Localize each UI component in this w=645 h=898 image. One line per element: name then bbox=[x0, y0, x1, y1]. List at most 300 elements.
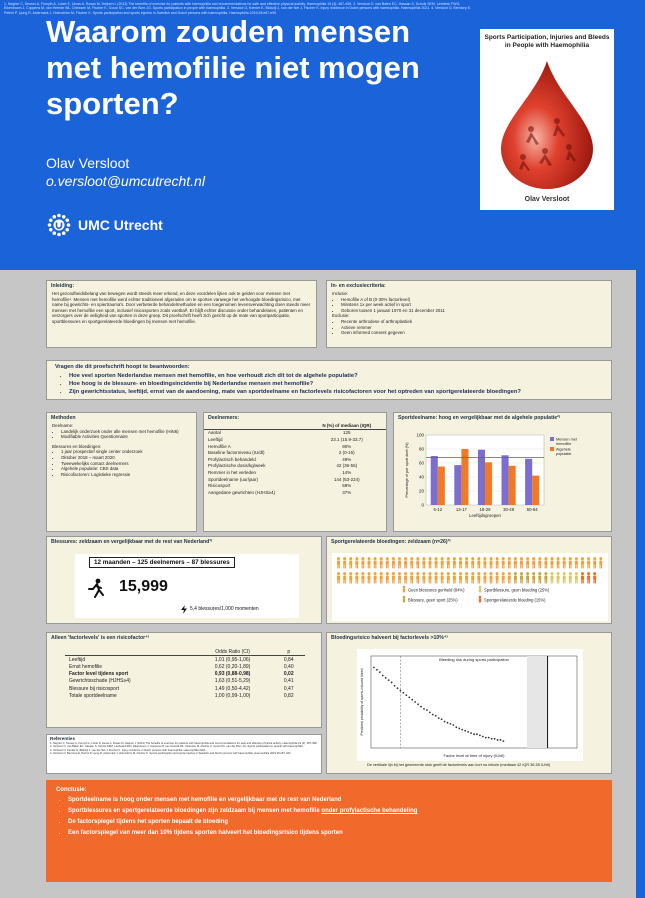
reference-item: 3. Versloot O, Kemler E, Blokzijl J, van der Net J, Fischer K. Injury incidence in Dutch persons with haemophilia. Haemophilia 2021. bbox=[50, 748, 207, 752]
row-label: Risicosport bbox=[208, 483, 231, 489]
blessures-infographic bbox=[75, 554, 299, 618]
data-point bbox=[497, 739, 499, 741]
data-point bbox=[470, 732, 472, 734]
data-point bbox=[441, 718, 443, 720]
sportdeelname-panel bbox=[393, 412, 612, 532]
legend-label: Algehele populatie bbox=[556, 447, 572, 456]
data-point bbox=[388, 679, 390, 681]
bar bbox=[478, 450, 485, 505]
data-point bbox=[473, 733, 475, 735]
person-icon bbox=[477, 557, 480, 568]
cell-label: Totale sportdeelname bbox=[69, 692, 117, 699]
person-icon bbox=[422, 557, 425, 568]
person-icon bbox=[386, 557, 389, 568]
person-icon bbox=[429, 557, 432, 568]
table-row bbox=[65, 685, 305, 692]
y-tick-label: 60 bbox=[418, 460, 424, 466]
person-icon bbox=[477, 572, 480, 583]
methoden-panel bbox=[46, 412, 197, 532]
person-icon bbox=[490, 557, 493, 568]
cell-or: 0,93 (0,88-0,98) bbox=[214, 671, 251, 678]
person-icon bbox=[483, 557, 486, 568]
person-icon bbox=[392, 572, 395, 583]
umc-sun-icon bbox=[46, 212, 72, 238]
person-icon bbox=[392, 557, 395, 568]
questions-heading: Vragen die dit proefschrift hoopt te beantwoorden: bbox=[55, 364, 190, 370]
chart-title: Bleeding risk during sports participation bbox=[439, 657, 509, 662]
table-row bbox=[65, 692, 305, 699]
cell-p: 0,84 bbox=[283, 656, 294, 663]
table-row bbox=[204, 489, 386, 496]
person-icon bbox=[355, 557, 358, 568]
person-icon bbox=[361, 572, 364, 583]
y-tick-label: 40 bbox=[418, 474, 424, 480]
lightning-icon bbox=[181, 605, 187, 614]
bar bbox=[502, 455, 509, 505]
person-icon bbox=[587, 572, 590, 583]
person-icon bbox=[514, 557, 517, 568]
inleiding-text: Het gezondheidsbelang van bewegen wordt steeds meer erkend, en deze voordelen lijken ook te gelden voor mensen met hemofilie¹. Mensen met hemofilie werd echter traditioneel afgeraden om te sporten vanwege het verhoogde bloedingsrisico, met name bij gewrichts- en spiertrauma's. Door verbeterde behandelmethoden en een toegenomen levensverwachting doen steeds meer mensen met hemofilie een sport, inclusief risicosporten zoals voetbal². Er blijft echter discussie onder behandelaren, patiënten en verzorgers over de veiligheid van sporten in deze groep. Dit proefschrift heeft zich gericht op de mate van sportparticipatie, sportblessures en sportgerelateerde bloedingen bij mensen met hemofilie. bbox=[52, 291, 311, 324]
conclusie-item: • Een factorspiegel van meer dan 10% tijdens sporten halveert het bloedingsrisico tijdens sporten bbox=[68, 828, 612, 839]
data-point bbox=[479, 734, 481, 736]
logo-text: UMC Utrecht bbox=[78, 217, 163, 233]
people-pictogram bbox=[332, 553, 608, 621]
cell-or: 0,62 (0,20-1,89) bbox=[214, 663, 251, 670]
row-value: 23.1 (15.9-33.7) bbox=[330, 436, 363, 442]
row-label: Leeftijd bbox=[208, 436, 223, 442]
table-header: p bbox=[273, 648, 306, 656]
person-icon bbox=[502, 572, 505, 583]
cell-or: 1,49 (0,50-4,42) bbox=[214, 685, 251, 692]
person-icon bbox=[575, 572, 578, 583]
list-item: • Oktober 2018 – maart 2020 bbox=[61, 455, 191, 461]
table-row bbox=[204, 436, 386, 443]
data-point bbox=[402, 692, 404, 694]
legend-person-icon bbox=[479, 596, 482, 603]
person-icon bbox=[441, 557, 444, 568]
data-point bbox=[453, 724, 455, 726]
references-heading: Referenties bbox=[50, 736, 76, 741]
person-icon bbox=[557, 557, 560, 568]
person-icon bbox=[520, 572, 523, 583]
person-icon bbox=[374, 557, 377, 568]
person-icon bbox=[599, 557, 602, 568]
big-number: 15,999 bbox=[119, 578, 168, 595]
person-icon bbox=[563, 557, 566, 568]
data-point bbox=[423, 708, 425, 710]
person-icon bbox=[532, 572, 535, 583]
person-icon bbox=[593, 572, 596, 583]
data-point bbox=[394, 685, 396, 687]
cell-p: 0,47 bbox=[283, 685, 294, 692]
x-tick-label: 50-64 bbox=[526, 507, 538, 512]
x-tick-label: 30-49 bbox=[503, 507, 515, 512]
table-row bbox=[65, 656, 305, 664]
list-item: • 1 jaar prospectief single center onderzoek bbox=[61, 449, 191, 455]
blessures-label: Blessures en bloedingen: bbox=[52, 443, 102, 449]
data-point bbox=[379, 671, 381, 673]
author-email[interactable]: o.versloot@umcutrecht.nl bbox=[46, 173, 205, 189]
person-icon bbox=[349, 557, 352, 568]
person-icon bbox=[563, 572, 566, 583]
blessures-panel bbox=[46, 536, 322, 624]
person-icon bbox=[587, 557, 590, 568]
row-value: 125 bbox=[343, 430, 351, 436]
conclusie-list bbox=[46, 795, 612, 839]
legend-swatch bbox=[550, 447, 554, 451]
cell-or: 1,63 (0,51-5,29) bbox=[214, 678, 251, 685]
table-row bbox=[204, 476, 386, 483]
data-point bbox=[500, 739, 502, 741]
person-icon bbox=[508, 572, 511, 583]
data-point bbox=[408, 697, 410, 699]
deelnemers-panel bbox=[203, 412, 387, 532]
cell-or: 1,01 (0,95-1,06) bbox=[214, 656, 251, 663]
deelnemers-heading: Deelnemers: bbox=[208, 415, 240, 421]
person-icon bbox=[343, 557, 346, 568]
y-axis-label: Predicted probability of sports-induced bleed bbox=[360, 668, 364, 736]
thesis-cover bbox=[480, 29, 614, 210]
conclusie-heading: Conclusie: bbox=[56, 787, 87, 793]
list-item: • Minstens 1x per week actief in sport bbox=[341, 302, 606, 308]
inleiding-panel bbox=[46, 280, 317, 348]
question-item: • Zijn gewrichtsstatus, leeftijd, ernst van de aandoening, mate van sportdeelname en factorlevels risicofactoren voor het optreden van sportgerelateerde bloedingen? bbox=[69, 388, 611, 396]
data-point bbox=[420, 706, 422, 708]
table-header: Odds Ratio (CI) bbox=[193, 648, 273, 656]
person-icon bbox=[465, 572, 468, 583]
x-tick-label: 6-12 bbox=[433, 507, 443, 512]
row-label: Profylactische dosis/kg/week bbox=[208, 463, 266, 469]
conclusie-item: • Sportdeelname is hoog onder mensen met hemofilie en vergelijkbaar met de rest van Nederland bbox=[68, 795, 612, 806]
legend-label: Geen blessures genheld (84%) bbox=[408, 587, 465, 593]
references-panel bbox=[46, 734, 322, 774]
data-point bbox=[411, 699, 413, 701]
person-icon bbox=[337, 572, 340, 583]
data-point bbox=[382, 675, 384, 677]
inclusie-label: Inclusie: bbox=[332, 291, 349, 296]
bar bbox=[454, 465, 461, 505]
person-icon bbox=[496, 557, 499, 568]
cell-p: 0,82 bbox=[283, 692, 294, 699]
bleeding-risk-scatter bbox=[357, 649, 583, 761]
bar bbox=[525, 459, 532, 505]
data-point bbox=[461, 729, 463, 731]
cell-label: Factor level tijdens sport bbox=[69, 671, 129, 678]
person-icon bbox=[465, 557, 468, 568]
data-point bbox=[447, 722, 449, 724]
bar bbox=[438, 467, 445, 506]
person-icon bbox=[453, 572, 456, 583]
person-icon bbox=[398, 572, 401, 583]
person-icon bbox=[435, 572, 438, 583]
person-icon bbox=[581, 557, 584, 568]
header-fine-print: 1. Negrier C, Seuser A, Forsyth A, Lobet S, Llinas A, Rosas M, Heijnen L (2013) The benefits of exercise for patients with haemophilia and recommendations for safe and effective physical activity. Haemophilia 19 (4): 487-498. 2. Versloot O, van Balen EC, Hassan S, Schols SEM, Leebeek FWG, Eikenboom J, Coppens M, van Heerde WL, Driessen M, Fischer K, Gouw SC, van der Bom JG. Sports participation in people with haemophilia. 3. Versloot O, Kemler E, Blokzijl J, van der Net J, Fischer K. Injury incidence in Dutch persons with haemophilia. Haemophilia 2021. 4. Versloot O, Berntorp E, Petrini P, Ljung R, Astermark J, Holmström M, Fischer K. Sports participation and sports injuries in Swedish and Dutch persons with haemophilia. Haemophilia 2019;25:e87-e90. bbox=[4, 2, 472, 15]
table-row bbox=[65, 678, 305, 685]
person-icon bbox=[349, 572, 352, 583]
deelname-label: Deelname: bbox=[52, 423, 74, 428]
data-point bbox=[491, 738, 493, 740]
y-tick-label: 20 bbox=[418, 488, 424, 494]
cell-p: 0,02 bbox=[283, 671, 294, 678]
person-icon bbox=[508, 557, 511, 568]
person-icon bbox=[404, 572, 407, 583]
blessures-list bbox=[52, 449, 191, 477]
cell-p: 0,41 bbox=[283, 678, 294, 685]
person-icon bbox=[368, 557, 371, 568]
x-tick-label: 13-17 bbox=[455, 507, 467, 512]
exclusie-label: Exclusie: bbox=[332, 313, 350, 319]
data-point bbox=[503, 740, 505, 742]
person-icon bbox=[429, 572, 432, 583]
row-label: Profylactisch behandeld bbox=[208, 456, 256, 462]
person-icon bbox=[380, 557, 383, 568]
table-row bbox=[65, 663, 305, 670]
row-value: 42 (36-55) bbox=[336, 463, 358, 469]
blood-drop-icon bbox=[497, 59, 597, 191]
data-point bbox=[397, 687, 399, 689]
person-icon bbox=[471, 572, 474, 583]
cell-label: Blessure bij risicosport bbox=[69, 685, 120, 692]
thesis-cover-author: Olav Versloot bbox=[524, 196, 570, 203]
x-tick-label: 18-29 bbox=[479, 507, 491, 512]
cell-label: Leeftijd bbox=[69, 656, 86, 663]
author-name: Olav Versloot bbox=[46, 155, 130, 171]
person-icon bbox=[343, 572, 346, 583]
scatter-caption: De vertikale lijn bij het gesmeerde stuk geeft de factorlevels aan kort na infusie (mediaan 42 IQR 36-55 IU/dl) bbox=[367, 763, 550, 767]
question-item: • Hoe hoog is de blessure- en bloedingsincidentie bij Nederlandse mensen met hemofilie? bbox=[69, 380, 611, 388]
risicofactor-panel bbox=[46, 632, 322, 728]
question-item: • Hoe veel sporten Nederlandse mensen met hemofilie, en hoe verhoudt zich dit tot de algehele populatie? bbox=[69, 372, 611, 380]
inleiding-heading: Inleiding: bbox=[51, 283, 75, 289]
exclusie-list bbox=[332, 319, 606, 336]
conclusie-panel bbox=[46, 780, 612, 882]
data-point bbox=[450, 723, 452, 725]
person-icon bbox=[575, 557, 578, 568]
cell-label: Ernst hemofilie bbox=[69, 663, 103, 670]
list-item: • Actieve remmer bbox=[341, 325, 606, 331]
person-icon bbox=[410, 557, 413, 568]
person-icon bbox=[551, 557, 554, 568]
data-point bbox=[438, 717, 440, 719]
person-icon bbox=[569, 572, 572, 583]
legend-label: Sportgerelateerde bloeding (15%) bbox=[484, 597, 546, 603]
list-item: • Risicofactoren: Logistieke regressie bbox=[61, 472, 191, 478]
bloedingsrisico-heading: Bloedingsrisico halveert bij factorlevels >10%⁴⁾ bbox=[331, 635, 448, 641]
legend-swatch bbox=[550, 437, 554, 441]
row-label: Hemofilie A bbox=[208, 443, 231, 449]
data-point bbox=[376, 669, 378, 671]
data-point bbox=[391, 682, 393, 684]
bar bbox=[485, 462, 492, 505]
person-icon bbox=[557, 572, 560, 583]
bar bbox=[431, 456, 438, 505]
injury-rate: 5,4 blessures/1,000 momenten bbox=[190, 606, 259, 612]
deelnemers-table bbox=[204, 422, 386, 496]
y-axis-label: Percentage of per sport doet (%) bbox=[405, 442, 409, 498]
row-value: 14% bbox=[342, 469, 352, 475]
data-point bbox=[476, 733, 478, 735]
data-point bbox=[482, 736, 484, 738]
table-row bbox=[204, 429, 386, 436]
person-icon bbox=[416, 557, 419, 568]
row-label: Sportdeelname (uur/jaar) bbox=[208, 476, 259, 482]
references-list bbox=[47, 742, 321, 755]
person-icon bbox=[355, 572, 358, 583]
person-icon bbox=[532, 557, 535, 568]
person-icon bbox=[380, 572, 383, 583]
questions-list bbox=[47, 372, 611, 396]
data-point bbox=[444, 721, 446, 723]
person-icon bbox=[410, 572, 413, 583]
row-label: Remmer in het verleden bbox=[208, 469, 257, 475]
right-edge-bar bbox=[636, 270, 645, 898]
person-icon bbox=[551, 572, 554, 583]
y-tick-label: 0 bbox=[421, 502, 424, 508]
cell-label: Gewrichtsschade (HJHS≥4) bbox=[69, 678, 131, 685]
bar bbox=[532, 476, 539, 505]
reference-item: 2. Versloot O, van Balen EC, Hassan S, Schols SEM, Leebeek FWG, Eikenboom J, Coppens M, van Heerde WL, Driessen M, Fischer K, Gouw SC, van der Bom JG. Sports participation in people with haemophilia. bbox=[50, 745, 304, 749]
data-point bbox=[435, 715, 437, 717]
legend-person-icon bbox=[479, 586, 482, 593]
legend-label: Mensen met hemofilie bbox=[556, 437, 577, 446]
list-item: • Algehele populatie: CBS data bbox=[61, 466, 191, 472]
data-point bbox=[455, 726, 457, 728]
person-icon bbox=[453, 557, 456, 568]
row-label: Baseline factorniveau (IU/dl) bbox=[208, 450, 265, 456]
person-icon bbox=[520, 557, 523, 568]
person-icon bbox=[447, 557, 450, 568]
table-header: N (%) of mediaan (IQR) bbox=[308, 422, 386, 429]
criteria-panel bbox=[326, 280, 612, 348]
person-icon bbox=[496, 572, 499, 583]
data-point bbox=[373, 667, 375, 669]
row-value: 37% bbox=[342, 489, 352, 495]
person-icon bbox=[337, 557, 340, 568]
person-icon bbox=[435, 557, 438, 568]
person-icon bbox=[538, 572, 541, 583]
person-icon bbox=[593, 557, 596, 568]
table-row bbox=[204, 456, 386, 463]
table-row bbox=[204, 482, 386, 489]
person-icon bbox=[459, 572, 462, 583]
table-row bbox=[65, 671, 305, 678]
person-icon bbox=[447, 572, 450, 583]
sportdeelname-heading: Sportdeelname: hoog en vergelijkbaar met de algehele populatie²⁾ bbox=[398, 415, 561, 421]
data-point bbox=[467, 731, 469, 733]
data-point bbox=[417, 703, 419, 705]
person-icon bbox=[544, 557, 547, 568]
table-row bbox=[204, 469, 386, 476]
row-value: 2 (0-15) bbox=[338, 450, 355, 456]
person-icon bbox=[502, 557, 505, 568]
person-icon bbox=[404, 557, 407, 568]
cell-or: 1,00 (0,99-1,00) bbox=[214, 692, 251, 699]
x-axis-label: Factor level at time of injury (IU/dl) bbox=[443, 753, 505, 758]
data-point bbox=[385, 677, 387, 679]
umc-logo bbox=[46, 212, 163, 238]
reference-item: 1. Negrier C, Seuser A, Forsyth A, Lobet S, Llinas A, Rosas M, Heijnen L (2013) The benefits of exercise for patients with haemophilia and recommendations for safe and effective physical activity. Haemophilia 19 (4): 487-498. bbox=[50, 742, 318, 745]
conclusie-item: • De factorspiegel tijdens het sporten bepaalt de bloeding bbox=[68, 817, 612, 828]
cell-p: 0,40 bbox=[283, 663, 294, 670]
person-icon bbox=[368, 572, 371, 583]
runner-icon bbox=[87, 578, 105, 598]
list-item: • Modifiable Activities Questionnaire bbox=[61, 434, 191, 440]
conclusie-item: • Sportblessures en sportgerelateerde bloedingen zijn zeldzaam bij mensen met hemofilie onder profylactische behandeling bbox=[68, 806, 612, 817]
person-icon bbox=[374, 572, 377, 583]
data-point bbox=[488, 737, 490, 739]
poster-header bbox=[0, 0, 645, 270]
questions-panel bbox=[46, 360, 612, 400]
y-tick-label: 80 bbox=[418, 446, 424, 452]
thesis-cover-title: Sports Participation, Injuries and Bleeds in People with Haemophilia bbox=[484, 34, 610, 49]
person-icon bbox=[416, 572, 419, 583]
data-point bbox=[458, 728, 460, 730]
legend-label: Sportblessure, geen bloeding (25%) bbox=[484, 587, 550, 593]
sportbloedingen-heading: Sportgerelateerde bloedingen: zeldzaam (n=26)³⁾ bbox=[331, 539, 451, 545]
table-row bbox=[204, 463, 386, 470]
person-icon bbox=[422, 572, 425, 583]
data-point bbox=[494, 738, 496, 740]
data-point bbox=[464, 730, 466, 732]
list-item: • Recente arthrodese of arthroplastiek bbox=[341, 319, 606, 325]
person-icon bbox=[490, 572, 493, 583]
legend-person-icon bbox=[403, 586, 406, 593]
table-row bbox=[204, 449, 386, 456]
y-tick-label: 100 bbox=[416, 432, 424, 438]
person-icon bbox=[471, 557, 474, 568]
row-value: 59% bbox=[342, 483, 352, 489]
table-row bbox=[204, 443, 386, 450]
data-point bbox=[414, 701, 416, 703]
person-icon bbox=[386, 572, 389, 583]
data-point bbox=[400, 690, 402, 692]
blessures-summary-box: 12 maanden – 125 deelnemers – 87 blessures bbox=[89, 557, 235, 568]
list-item: • Landelijk onderzoek onder alle mensen met hemofilie (HiN6) bbox=[61, 429, 191, 435]
person-icon bbox=[459, 557, 462, 568]
deelname-list bbox=[52, 429, 191, 440]
person-icon bbox=[538, 557, 541, 568]
legend-label: Blessure, geen sport (25%) bbox=[408, 597, 458, 603]
legend-person-icon bbox=[403, 596, 406, 603]
bar bbox=[509, 466, 516, 505]
criteria-heading: In- en exclusiecriteria: bbox=[331, 283, 386, 289]
person-icon bbox=[514, 572, 517, 583]
list-item: • Geboren tussen 1 januari 1970 en 31 december 2011 bbox=[341, 308, 606, 314]
person-icon bbox=[526, 572, 529, 583]
bloedingsrisico-panel bbox=[326, 632, 612, 774]
x-axis-label: Leeftijdsgroepen bbox=[469, 513, 501, 518]
person-icon bbox=[361, 557, 364, 568]
person-icon bbox=[398, 557, 401, 568]
person-icon bbox=[581, 572, 584, 583]
row-value: 49% bbox=[342, 456, 352, 462]
methoden-heading: Methoden bbox=[51, 415, 76, 421]
person-icon bbox=[483, 572, 486, 583]
list-item: • Geen informed consent gegeven bbox=[341, 330, 606, 336]
list-item: • Tweewekelijks contact deelnemers bbox=[61, 461, 191, 467]
row-value: 90% bbox=[342, 443, 352, 449]
person-icon bbox=[569, 557, 572, 568]
sportdeelname-bar-chart bbox=[400, 429, 605, 529]
reference-item: 4. Versloot O, Berntorp E, Petrini P, Ljung R, Astermark J, Holmström M, Fischer K. Sports participation and sports injuries in Swedish and Dutch persons with haemophilia. Haemophilia 2019;25:e87-e90. bbox=[50, 751, 292, 755]
row-label: Aantal bbox=[208, 430, 221, 436]
inclusie-list bbox=[332, 297, 606, 314]
list-item: • Hemofilie A of B (0-30% factorlevel) bbox=[341, 297, 606, 303]
risicofactor-table bbox=[65, 648, 305, 699]
data-point bbox=[432, 714, 434, 716]
shaded-region bbox=[527, 656, 548, 748]
sportbloedingen-panel bbox=[326, 536, 612, 624]
